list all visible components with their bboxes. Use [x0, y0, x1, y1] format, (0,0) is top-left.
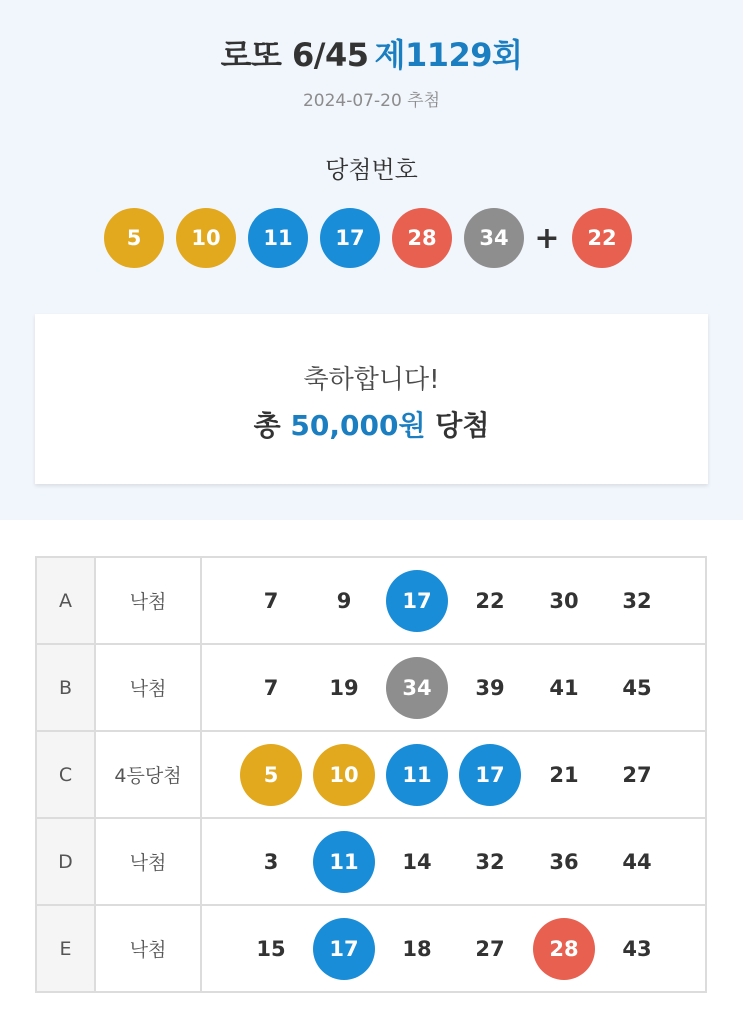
game-status: 낙첨: [95, 557, 201, 644]
total-prefix: 총: [253, 409, 281, 442]
game-number: 3: [263, 849, 279, 874]
game-number: 39: [475, 675, 505, 700]
game-label: E: [36, 905, 95, 992]
game-numbers: [201, 644, 706, 731]
game-row: [36, 731, 706, 818]
draw-date: 2024-07-20 추첨: [302, 91, 441, 111]
game-row: [36, 818, 706, 905]
matched-number-ball: 34: [386, 657, 448, 719]
game-row: [36, 905, 706, 992]
game-number: 30: [549, 588, 579, 613]
total-prize: [35, 404, 708, 444]
winning-ball: 34: [464, 208, 524, 268]
game-number: 14: [402, 849, 432, 874]
congrats-text: 축하합니다!: [303, 365, 440, 395]
game-number: 9: [336, 588, 352, 613]
game-status: 4등당첨: [95, 731, 201, 818]
game-numbers: [201, 905, 706, 992]
game-status: 낙첨: [95, 818, 201, 905]
game-number: 7: [263, 588, 279, 613]
winning-numbers: [104, 207, 644, 269]
game-number: 7: [263, 675, 279, 700]
game-number: 41: [549, 675, 579, 700]
page-title: [0, 30, 743, 76]
game-number: 27: [475, 936, 505, 961]
game-number: 15: [256, 936, 286, 961]
game-number: 44: [622, 849, 652, 874]
matched-number-ball: 17: [313, 918, 375, 980]
game-number: 36: [549, 849, 579, 874]
matched-number-ball: 11: [313, 831, 375, 893]
game-label: C: [36, 731, 95, 818]
game-number: 32: [475, 849, 505, 874]
game-row: [36, 557, 706, 644]
game-numbers: [201, 818, 706, 905]
winning-ball: 10: [176, 208, 236, 268]
games-table: [35, 556, 707, 993]
result-card: [35, 314, 708, 484]
total-amount: 50,000원: [290, 409, 426, 442]
matched-number-ball: 17: [459, 744, 521, 806]
game-label: A: [36, 557, 95, 644]
winning-ball: 17: [320, 208, 380, 268]
game-number: 45: [622, 675, 652, 700]
plus-sign: +: [534, 220, 560, 256]
game-label: D: [36, 818, 95, 905]
game-numbers: [201, 731, 706, 818]
matched-number-ball: 28: [533, 918, 595, 980]
winning-ball: 28: [392, 208, 452, 268]
matched-number-ball: 10: [313, 744, 375, 806]
winning-ball: 11: [248, 208, 308, 268]
game-number: 18: [402, 936, 432, 961]
game-number: 21: [549, 762, 579, 787]
matched-number-ball: 5: [240, 744, 302, 806]
game-number: 19: [329, 675, 359, 700]
lotto-name: 로또 6/45: [220, 36, 369, 74]
game-label: B: [36, 644, 95, 731]
game-numbers: [201, 557, 706, 644]
game-number: 27: [622, 762, 652, 787]
matched-number-ball: 11: [386, 744, 448, 806]
game-number: 32: [622, 588, 652, 613]
bonus-ball: 22: [572, 208, 632, 268]
game-row: [36, 644, 706, 731]
winning-ball: 5: [104, 208, 164, 268]
total-suffix: 당첨: [435, 409, 490, 442]
game-number: 22: [475, 588, 505, 613]
round-number: 제1129회: [374, 36, 523, 74]
game-status: 낙첨: [95, 644, 201, 731]
winning-numbers-heading: 당첨번호: [325, 156, 418, 184]
matched-number-ball: 17: [386, 570, 448, 632]
game-number: 43: [622, 936, 652, 961]
game-status: 낙첨: [95, 905, 201, 992]
